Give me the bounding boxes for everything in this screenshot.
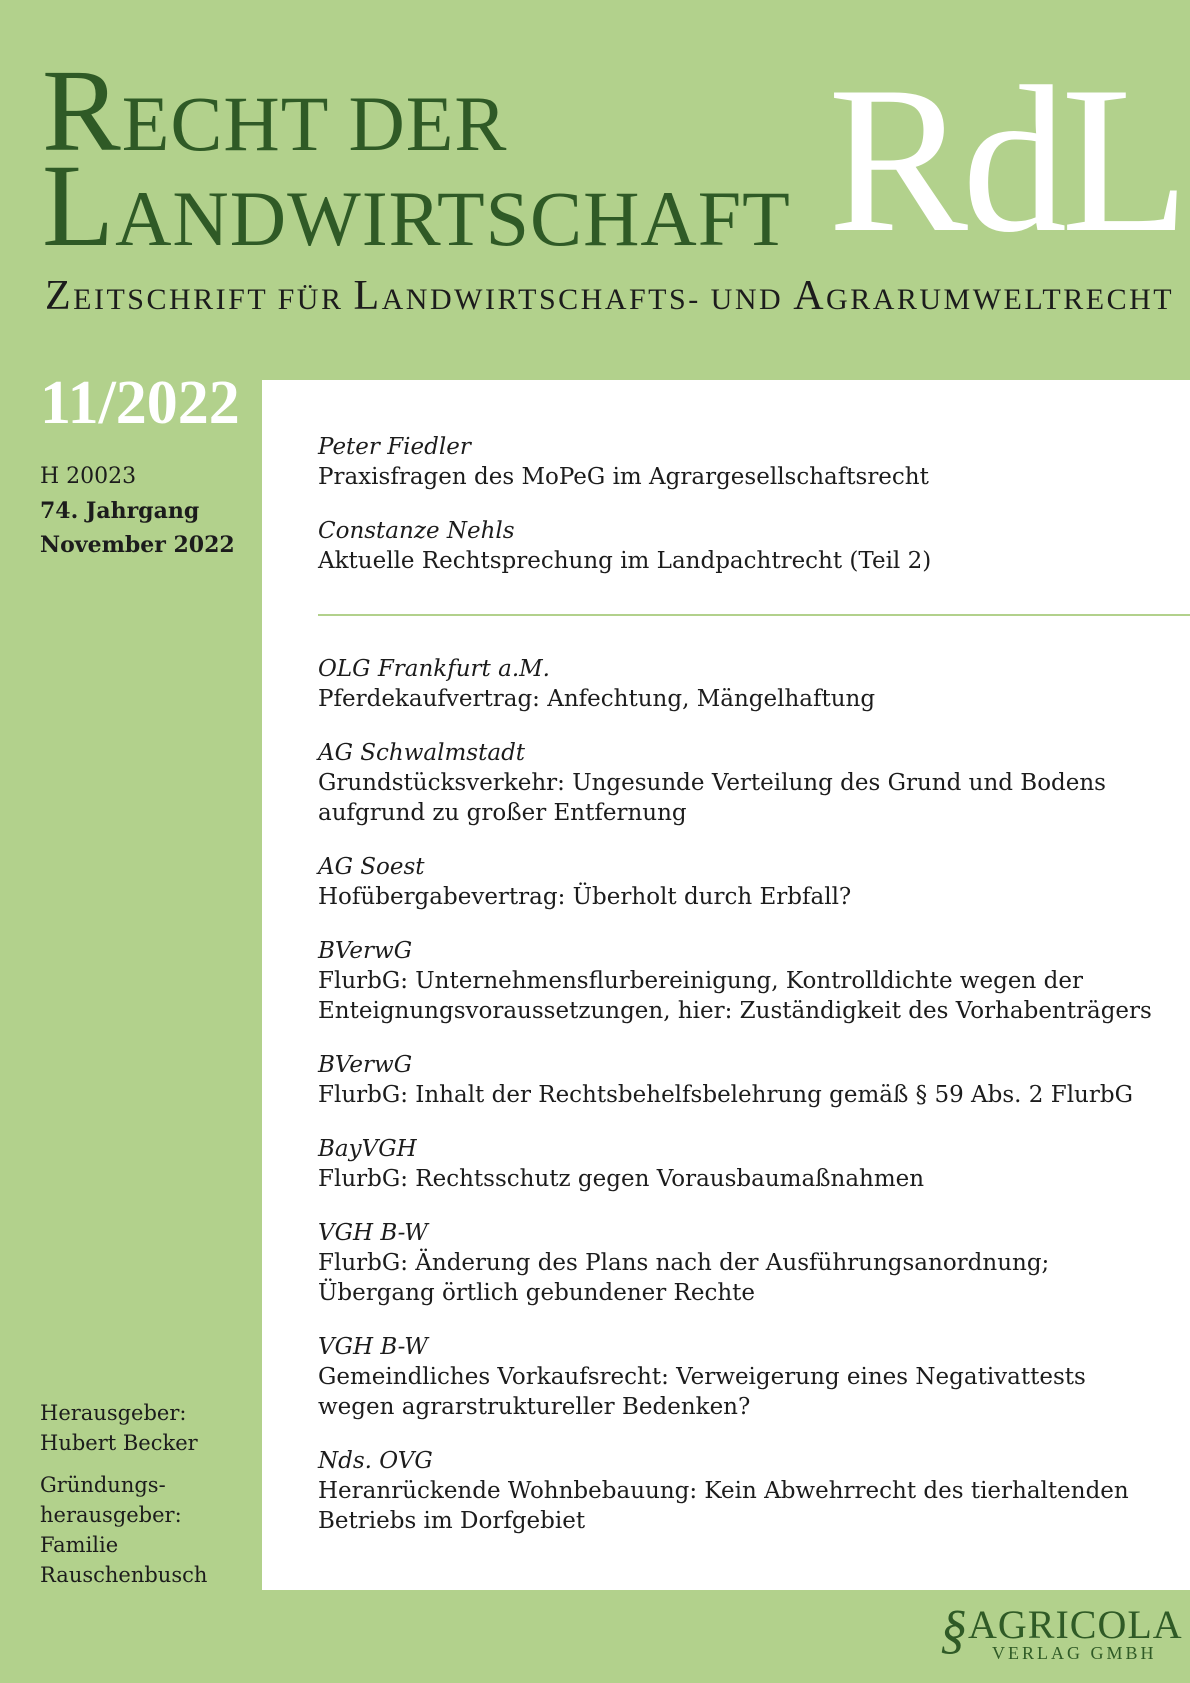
issue-code: H 20023 (40, 464, 137, 489)
decision-entry (318, 936, 1158, 1026)
decision-court: BayVGH (318, 1136, 417, 1162)
editor-name: Hubert Becker (40, 1431, 198, 1455)
agricola-logo (940, 1599, 1183, 1663)
decision-entry (318, 738, 1158, 828)
decision-title-line-1: FlurbG: Rechtsschutz gegen Vorausbaumaßnahmen (318, 1166, 925, 1192)
founder-label-1: Gründungs- (40, 1473, 166, 1497)
founder-name-1: Familie (40, 1533, 119, 1557)
decision-title-line-1: Gemeindliches Vorkaufsrecht: Verweigerung eines Negativattests (318, 1364, 1086, 1390)
editor-label: Herausgeber: (40, 1401, 187, 1425)
founder-label-2: herausgeber: (40, 1503, 182, 1527)
table-of-contents (262, 380, 1190, 1590)
issue-date: November 2022 (40, 532, 235, 558)
article-author: Constanze Nehls (318, 518, 515, 544)
decision-title-line-2: Enteignungsvoraussetzungen, hier: Zuständigkeit des Vorhabenträgers (318, 998, 1152, 1024)
article-title: Praxisfragen des MoPeG im Agrargesellschaftsrecht (318, 464, 929, 490)
article-title: Aktuelle Rechtsprechung im Landpachtrecht (Teil 2) (318, 548, 932, 574)
publisher-logo-name: AGRICOLA (968, 1602, 1183, 1647)
decision-entry (318, 654, 1158, 714)
decision-title-line-2: Betriebs im Dorfgebiet (318, 1508, 586, 1534)
decision-entry (318, 852, 1158, 912)
decision-title-line-2: wegen agrarstruktureller Bedenken? (318, 1394, 751, 1420)
issue-number: 11/2022 (40, 369, 240, 437)
decision-entry (318, 1218, 1158, 1308)
journal-title-line-2: LANDWIRTSCHAFT (42, 140, 791, 271)
decision-title-line-2: aufgrund zu großer Entfernung (318, 800, 687, 826)
article-author: Peter Fiedler (318, 434, 471, 460)
decision-entry (318, 1332, 1158, 1422)
decision-entry (318, 1446, 1158, 1536)
journal-title (42, 45, 842, 271)
rdl-logo: RdL (828, 44, 1184, 276)
issue-volume: 74. Jahrgang (40, 498, 200, 524)
decision-court: OLG Frankfurt a.M. (318, 656, 550, 682)
publisher-logo-subtitle: VERLAG GMBH (992, 1643, 1157, 1663)
decision-court: BVerwG (318, 938, 413, 964)
decision-title-line-1: Pferdekaufvertrag: Anfechtung, Mängelhaftung (318, 686, 876, 712)
section-divider (318, 614, 1190, 616)
journal-subtitle: ZEITSCHRIFT FÜR LANDWIRTSCHAFTS- UND AGRARUMWELTRECHT (45, 273, 1175, 319)
decision-title-line-1: Heranrückende Wohnbebauung: Kein Abwehrrecht des tierhaltenden (318, 1478, 1129, 1504)
issue-meta (40, 460, 235, 562)
decision-title-line-1: FlurbG: Unternehmensflurbereinigung, Kontrolldichte wegen der (318, 968, 1083, 994)
journal-title-line-1: RECHT DER (42, 45, 508, 176)
decision-title-line-1: Grundstücksverkehr: Ungesunde Verteilung des Grund und Bodens (318, 770, 1106, 796)
decision-entry (318, 1050, 1158, 1110)
decision-court: AG Schwalmstadt (318, 740, 526, 766)
decision-title-line-2: Übergang örtlich gebundener Rechte (318, 1280, 756, 1306)
decision-court: AG Soest (318, 854, 425, 880)
decision-title-line-1: FlurbG: Änderung des Plans nach der Ausführungsanordnung; (318, 1250, 1050, 1276)
decision-court: VGH B-W (318, 1220, 428, 1246)
decision-entry (318, 1134, 1158, 1194)
article-entry (318, 516, 1158, 576)
decision-title-line-1: Hofübergabevertrag: Überholt durch Erbfall? (318, 884, 852, 910)
decision-title-line-1: FlurbG: Inhalt der Rechtsbehelfsbelehrung gemäß § 59 Abs. 2 FlurbG (318, 1082, 1133, 1108)
founder-name-2: Rauschenbusch (40, 1563, 208, 1587)
section-sign-icon: § (940, 1599, 967, 1659)
publisher-info (40, 1398, 207, 1590)
decision-court: VGH B-W (318, 1334, 428, 1360)
article-entry (318, 432, 1158, 492)
decision-court: BVerwG (318, 1052, 413, 1078)
decision-court: Nds. OVG (318, 1448, 433, 1474)
